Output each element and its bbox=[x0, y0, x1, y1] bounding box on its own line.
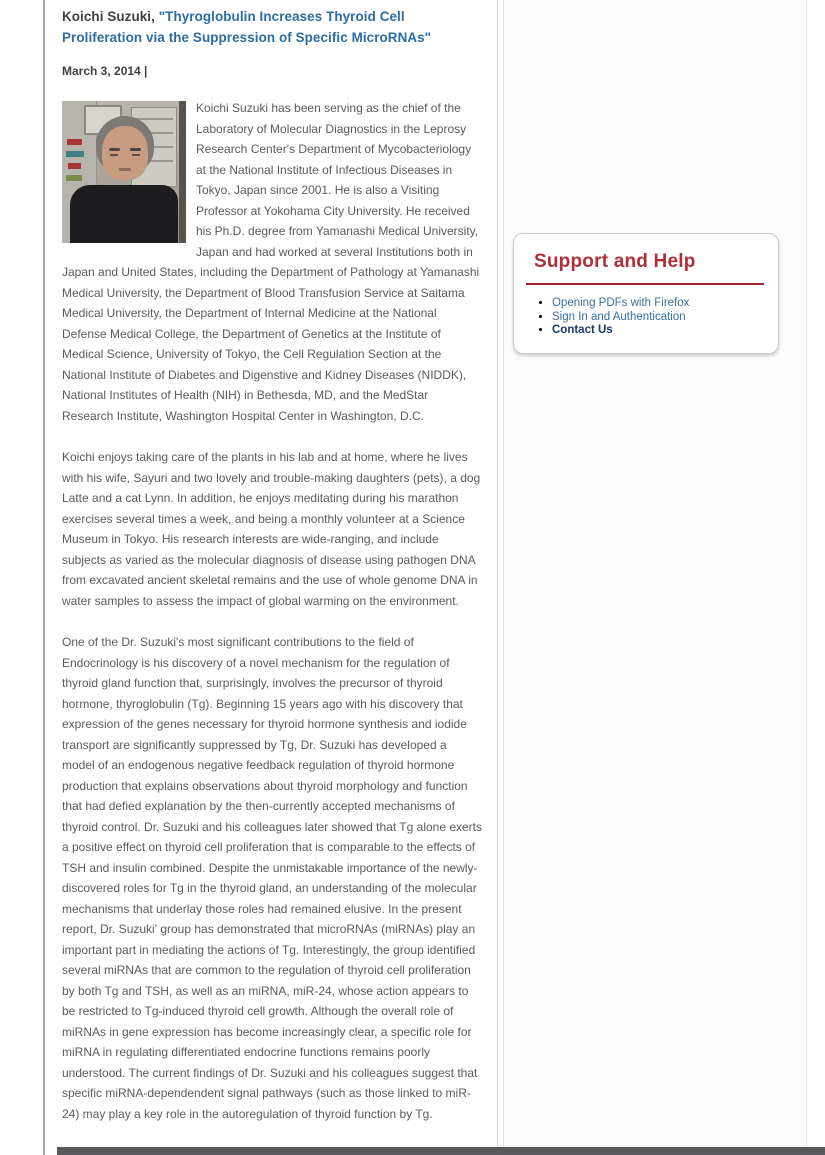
photo-label-shape bbox=[68, 163, 81, 169]
article-body bbox=[62, 98, 482, 1124]
support-box-title: Support and Help bbox=[534, 251, 696, 272]
support-and-help-box bbox=[513, 233, 779, 354]
photo-torso-shape bbox=[70, 185, 178, 243]
support-box-rule bbox=[526, 283, 764, 285]
photo-shelf-shape bbox=[179, 101, 186, 243]
koichi-suzuki-portrait bbox=[62, 101, 186, 243]
paragraph-bio bbox=[62, 98, 482, 426]
sidebar-left-divider bbox=[503, 0, 504, 1155]
support-list-item bbox=[552, 324, 764, 338]
support-link-list bbox=[526, 297, 764, 338]
paragraph-research: One of the Dr. Suzuki's most significant contributions to the field of Endocrinology is his discovery of a novel mechanism for the regulation of thyroid gland function that, surprisingly, involves the precursor of thyroid hormone, thyroglobulin (Tg). Beginning 15 years ago with his discovery that expression of the genes necessary for thyroid hormone synthesis and iodide transport are significantly suppressed by Tg, Dr. Suzuki has developed a model of an endogenous negative feedback regulation of thyroid hormone production that explains observations about thyroid morphology and function that had defied explanation by the then-currently accepted mechanisms of thyroid control. Dr. Suzuki and his colleagues later showed that Tg alone exerts a positive effect on thyroid cell proliferation that is comparable to the effects of TSH and insulin combined. Despite the unmistakable importance of the newly-discovered roles for Tg in the thyroid gland, an understanding of the molecular mechanisms that underlay those roles had remained elusive. In the present report, Dr. Suzuki' group has demonstrated that microRNAs (miRNAs) play an important part in mediating the actions of Tg. Interestingly, the group identified several miRNAs that are common to the regulation of thyroid cell proliferation by both Tg and TSH, as well as an miRNA, miR-24, whose action appears to be restricted to Tg-induced thyroid cell growth. Although the overall role of miRNAs in gene expression has become increasingly clear, a specific role for miRNA in regulating differentiated endocrine functions remains poorly understood. The current findings of Dr. Suzuki and his colleagues suggest that specific miRNA-dependendent signal pathways (such as those linked to miR-24) may play a key role in the autoregulation of thyroid function by Tg. bbox=[62, 635, 483, 1121]
content-right-divider bbox=[497, 0, 498, 1155]
article-title-link[interactable]: "Thyroglobulin Increases Thyroid Cell Proliferation via the Suppression of Specific MicroRNAs" bbox=[62, 9, 432, 45]
paragraph-personal: Koichi enjoys taking care of the plants in his lab and at home, where he lives with his wife, Sayuri and two lovely and trouble-making daughters (pets), a dog Latte and a cat Lynn. In addition, he enjoys meditating during his marathon exercises several times a week, and being a monthly volunteer at a Science Museum in Tokyo. His research interests are wide-ranging, and include subjects as varied as the molecular diagnosis of disease using pathogen DNA from excavated ancient skeletal remains and the use of whole genome DNA in water samples to assess the impact of global warming on the environment. bbox=[62, 450, 481, 608]
photo-face-shape bbox=[102, 126, 148, 180]
photo-brow-shape bbox=[130, 148, 141, 151]
photo-label-shape bbox=[66, 151, 84, 157]
photo-brow-shape bbox=[109, 148, 120, 151]
link-contact-us[interactable]: Contact Us bbox=[552, 324, 613, 336]
link-sign-in-and-authentication[interactable]: Sign In and Authentication bbox=[552, 310, 686, 323]
footer-bar bbox=[57, 1147, 825, 1155]
article-title-author: Koichi Suzuki, bbox=[62, 9, 159, 24]
right-column-background bbox=[504, 0, 806, 1155]
photo-label-shape bbox=[67, 139, 82, 145]
sidebar-right-divider bbox=[806, 0, 807, 1155]
left-border-rule bbox=[43, 0, 45, 1155]
article-date: March 3, 2014 | bbox=[62, 64, 148, 78]
article-title bbox=[62, 6, 482, 48]
paragraph-bio-text: Koichi Suzuki has been serving as the chief of the Laboratory of Molecular Diagnostics in the Leprosy Research Center's Department of Mycobacteriology at the National Institute of Infectious Diseases in Tokyo, Japan since 2001. He is also a Visiting Professor at Yokohama City University. He received his Ph.D. degree from Yamanashi Medical University, Japan and had worked at several Institutions both in Japan and United States, including the Department of Pathology at Yamanashi Medical University, the Department of Blood Transfusion Service at Saitama Medical University, the Department of Internal Medicine at the National Defense Medical College, the Department of Genetics at the Institute of Medical Science, University of Tokyo, the Cell Regulation Section at the National Institute of Diabetes and Digenstive and Kidney Diseases (NIDDK), National Institutes of Health (NIH) in Bethesda, MD, and the MedStar Research Institute, Washington Hospital Center in Washington, D.C. bbox=[62, 101, 480, 423]
support-list-item bbox=[552, 311, 764, 325]
link-opening-pdfs-with-firefox[interactable]: Opening PDFs with Firefox bbox=[552, 297, 690, 309]
photo-label-shape bbox=[66, 175, 82, 181]
support-list-item bbox=[552, 297, 764, 311]
article-content bbox=[62, 6, 482, 1124]
photo-eye-shape bbox=[110, 154, 118, 156]
photo-eye-shape bbox=[132, 154, 140, 156]
photo-mouth-shape bbox=[119, 168, 131, 171]
